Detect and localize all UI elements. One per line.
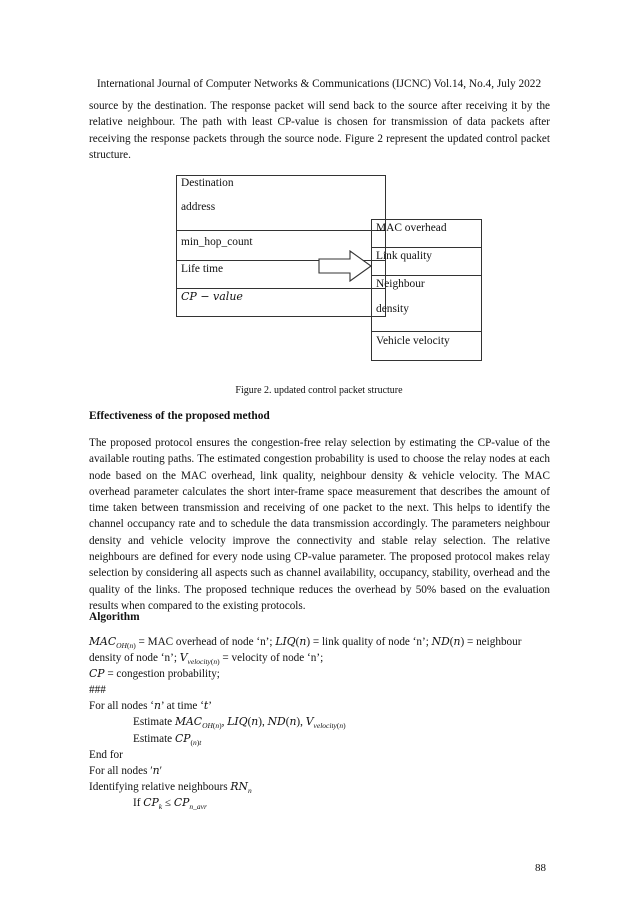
algorithm-body	[89, 634, 559, 811]
algo-line-endfor: End for	[89, 748, 123, 761]
field-label: density	[376, 303, 409, 315]
journal-header: International Journal of Computer Networks & Communications (IJCNC) Vol.14, No.4, July 2022	[96, 78, 542, 90]
arrow-right-icon	[317, 248, 375, 284]
field-label: address	[181, 201, 216, 213]
figure-caption: Figure 2. updated control packet structure	[235, 385, 403, 396]
algo-line-cp: CP = congestion probability;	[89, 667, 220, 681]
algo-line-estimate2: Estimate $CP_{(n)t}$	[133, 731, 202, 747]
field-neighbour-density	[372, 276, 481, 332]
algo-line-definitions: $MAC_{OH(n)}$ = MAC overhead of node ‘n’; LIQ(n) = link quality of node ‘n’; ND(n) = neighbour	[89, 635, 522, 650]
field-vehicle-velocity: Vehicle velocity	[376, 335, 450, 347]
old-packet-structure	[176, 175, 386, 317]
algo-line-identify: Identifying relative neighbours $RN_n$	[89, 779, 252, 795]
field-destination-address	[177, 176, 385, 231]
algorithm-heading: Algorithm	[89, 611, 140, 623]
intro-paragraph: source by the destination. The response packet will send back to the source after receiving it by the relative neighbour. The path with least CP-value is chosen for transmission of data packets after receiving the response packets through the source node. Figure 2 represent the updated control packet structure.	[89, 100, 550, 161]
field-label: Destination	[181, 177, 234, 189]
algo-line-velocity: density of node ‘n’; $V_{velocity(n)}$ = velocity of node ‘n’;	[89, 651, 324, 667]
section-paragraph: The proposed protocol ensures the congestion-free relay selection by estimating the CP-value of the available routing paths. The estimated congestion probability is used to choose the relay nodes at each node based on the MAC overhead, link quality, neighbour density & vehicle velocity. The MAC overhead parameter calculates the short inter-frame space measurement that describes the amount of time taken between transmission and receiving of one packet to the next. This helps to identify the channel occupancy rate and to schedule the data transmission accordingly. The parameters neighbour density and vehicle velocity improve the connectivity and stable relay selection. The relative neighbours are defined for every node using CP-value parameter. The proposed protocol makes relay selection by considering all aspects such as channel availability, occupancy, stability, overhead and the quality of the links. The proposed technique reduces the overhead by 50% based on the evaluation results when compared to the existing protocols.	[89, 437, 550, 612]
field-mac-overhead: MAC overhead	[372, 220, 481, 248]
updated-packet-structure	[371, 219, 482, 361]
algo-line-hashes: ###	[89, 684, 106, 697]
field-label: Neighbour	[376, 278, 425, 290]
page-number: 88	[535, 862, 546, 874]
field-cp-value: CP − value	[181, 290, 243, 303]
section-heading: Effectiveness of the proposed method	[89, 410, 270, 422]
algo-line-for2: For all nodes ′n′	[89, 763, 163, 777]
field-life-time: Life time	[177, 261, 385, 289]
algo-line-estimate1: Estimate $MAC_{OH(n)}$, LIQ(n), ND(n), $V_{velocity(n)}$	[133, 715, 346, 731]
field-min-hop-count: min_hop_count	[177, 231, 385, 261]
algo-line-for1: For all nodes ‘n’ at time ‘t’	[89, 699, 212, 713]
algo-line-if: If $CP_k \le CP_{n\_avr}$	[133, 795, 207, 811]
field-link-quality: Link quality	[372, 248, 481, 276]
